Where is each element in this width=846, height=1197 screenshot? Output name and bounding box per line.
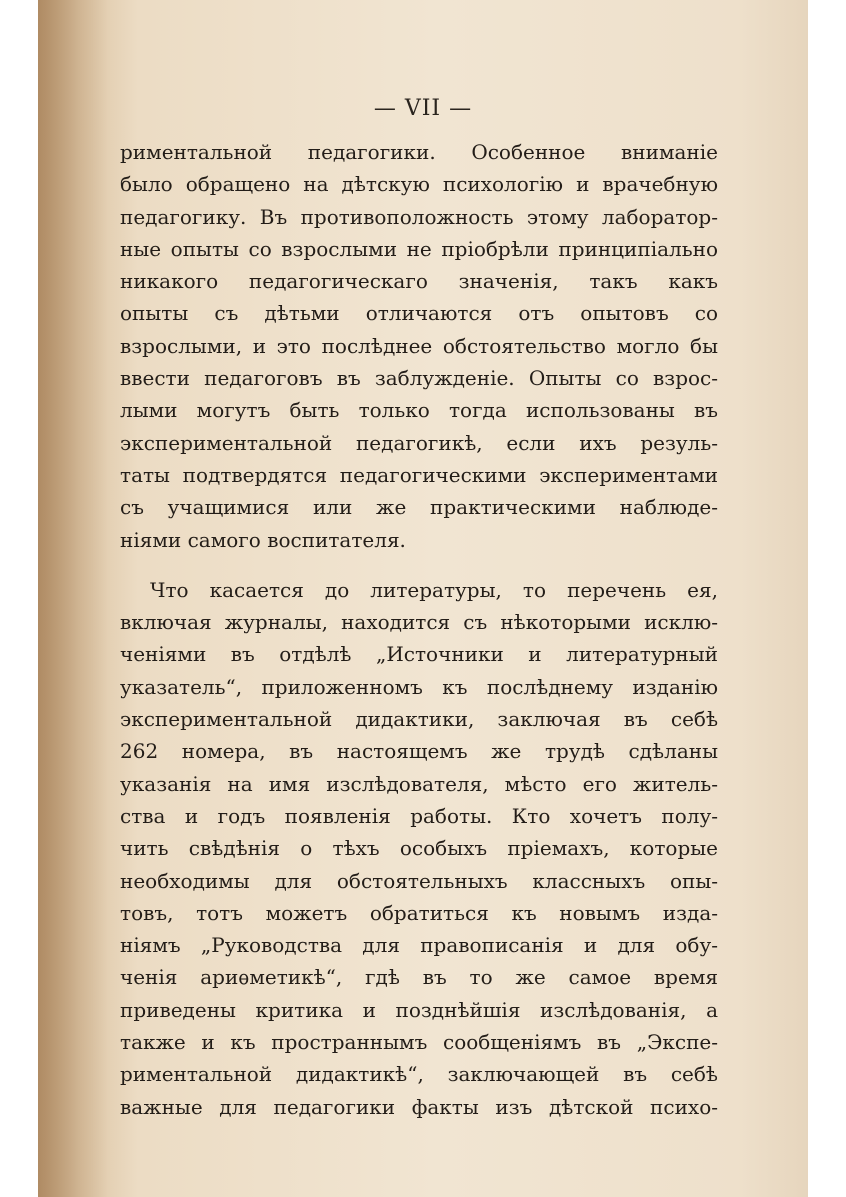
text-line: ченіями въ отдѣлѣ „Источники и литературный bbox=[120, 642, 718, 667]
paragraph-1 bbox=[120, 136, 718, 556]
text-line: экспериментальной дидактики, заключая въ себѣ bbox=[120, 707, 718, 732]
text-line: таты подтвердятся педагогическими экспериментами bbox=[120, 462, 718, 487]
text-line: риментальной педагогики. Особенное вниманіе bbox=[120, 140, 718, 164]
text-line: лыми могутъ быть только тогда использованы въ bbox=[120, 398, 718, 423]
page-text bbox=[120, 136, 718, 1123]
text-line: педагогику. Въ противоположность этому лаборатор- bbox=[120, 204, 718, 229]
text-line: указанія на имя изслѣдователя, мѣсто его житель- bbox=[120, 771, 718, 796]
text-line: никакого педагогическаго значенія, такъ какъ bbox=[120, 269, 718, 294]
text-line: взрослыми, и это послѣднее обстоятельство могло бы bbox=[120, 333, 718, 358]
text-line: 262 номера, въ настоящемъ же трудѣ сдѣланы bbox=[120, 739, 718, 764]
paragraph-gap bbox=[120, 556, 718, 574]
text-line: товъ, тотъ можетъ обратиться къ новымъ изда- bbox=[120, 900, 718, 925]
text-line: ства и годъ появленія работы. Кто хочетъ полу- bbox=[120, 803, 718, 828]
text-line: также и къ пространнымъ сообщеніямъ въ „Экспе- bbox=[120, 1030, 718, 1055]
paragraph-2 bbox=[120, 574, 718, 1123]
text-line: указатель“, приложенномъ къ послѣднему изданію bbox=[120, 674, 718, 699]
text-line: ніямъ „Руководства для правописанія и для обу- bbox=[120, 933, 718, 958]
text-line: было обращено на дѣтскую психологію и врачебную bbox=[120, 172, 718, 197]
text-line: включая журналы, находится съ нѣкоторыми исклю- bbox=[120, 610, 718, 635]
text-line: ные опыты со взрослыми не пріобрѣли принципіально bbox=[120, 236, 718, 261]
text-line: ченія ариѳметикѣ“, гдѣ въ то же самое время bbox=[120, 965, 718, 990]
page-header: — VII — bbox=[373, 96, 473, 121]
text-line: риментальной дидактикѣ“, заключающей въ себѣ bbox=[120, 1062, 718, 1087]
book-page bbox=[38, 0, 808, 1197]
text-line: ніями самого воспитателя. bbox=[120, 527, 406, 552]
text-line: важные для педагогики факты изъ дѣтской психо- bbox=[120, 1094, 718, 1119]
text-line: экспериментальной педагогикѣ, если ихъ резуль- bbox=[120, 430, 718, 455]
text-line: Что касается до литературы, то перечень ея, bbox=[150, 577, 718, 602]
text-line: опыты съ дѣтьми отличаются отъ опытовъ со bbox=[120, 301, 718, 326]
text-line: ввести педагоговъ въ заблужденіе. Опыты со взрос- bbox=[120, 366, 718, 391]
text-line: необходимы для обстоятельныхъ классныхъ опы- bbox=[120, 868, 718, 893]
text-line: съ учащимися или же практическими наблюде- bbox=[120, 495, 718, 520]
text-line: чить свѣдѣнія о тѣхъ особыхъ пріемахъ, которые bbox=[120, 836, 718, 861]
text-line: приведены критика и позднѣйшія изслѣдованія, а bbox=[120, 997, 718, 1022]
